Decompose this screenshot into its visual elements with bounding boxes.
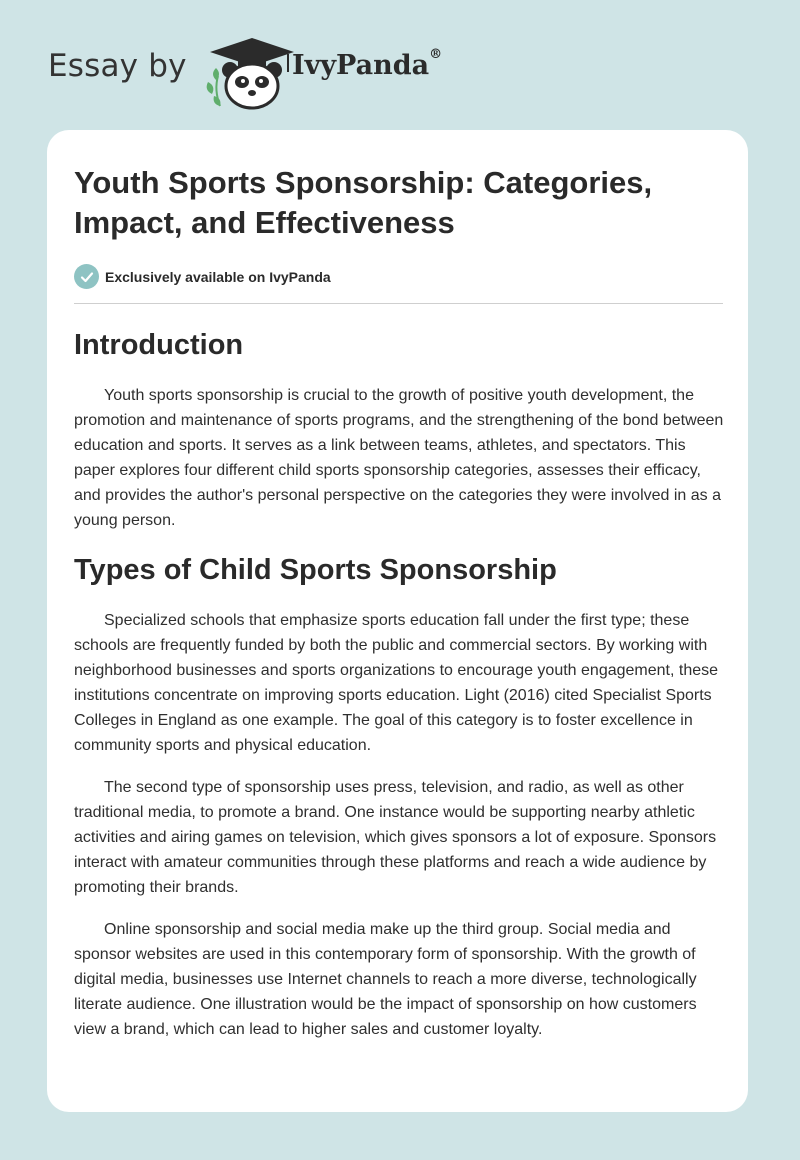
paragraph: Specialized schools that emphasize sports education fall under the first type; these schools are frequently funded by both the public and commercial sectors. By working with neighborhood businesses and sports organizations to encourage youth engagement, these institutions concentrate on improving sports education. Light (2016) cited Specialist Sports Colleges in England as one example. The goal of this category is to foster excellence in community sports and physical education. (74, 612, 719, 754)
divider (74, 303, 723, 304)
brand-name[interactable]: IvyPanda® (292, 47, 443, 81)
paragraph: Youth sports sponsorship is crucial to the growth of positive youth development, the promotion and maintenance of sports programs, and the strengthening of the bond between education and sports. It serves as a link between teams, athletes, and spectators. This paper explores four different child sports sponsorship categories, assesses their efficacy, and provides the author's personal perspective on the categories they were involved in as a young person. (74, 387, 724, 529)
panda-logo-icon[interactable] (202, 36, 302, 110)
essay-body (74, 328, 726, 1042)
exclusive-badge (74, 264, 331, 289)
section-heading-introduction: Introduction (74, 329, 244, 361)
paragraph: The second type of sponsorship uses press, television, and radio, as well as other traditional media, to promote a brand. One instance would be supporting nearby athletic activities and airing games on television, which gives sponsors a lot of exposure. Sponsors interact with amateur communities through these platforms and reach a wide audience by promoting their brands. (74, 779, 717, 896)
essay-card (47, 130, 748, 1112)
page-title: Youth Sports Sponsorship: Categories, Impact, and Effectiveness (74, 165, 653, 240)
check-icon (74, 264, 99, 289)
section-heading-types: Types of Child Sports Sponsorship (74, 554, 557, 586)
site-header (48, 34, 752, 114)
paragraph: Online sponsorship and social media make up the third group. Social media and sponsor websites are used in this contemporary form of sponsorship. With the growth of digital media, businesses use Internet channels to reach a more diverse, technologically literate audience. One illustration would be the impact of sponsorship on how customers view a brand, which can lead to higher sales and customer loyalty. (74, 921, 697, 1038)
exclusive-label: Exclusively available on IvyPanda (105, 268, 331, 285)
essay-by-label: Essay by (48, 48, 187, 84)
